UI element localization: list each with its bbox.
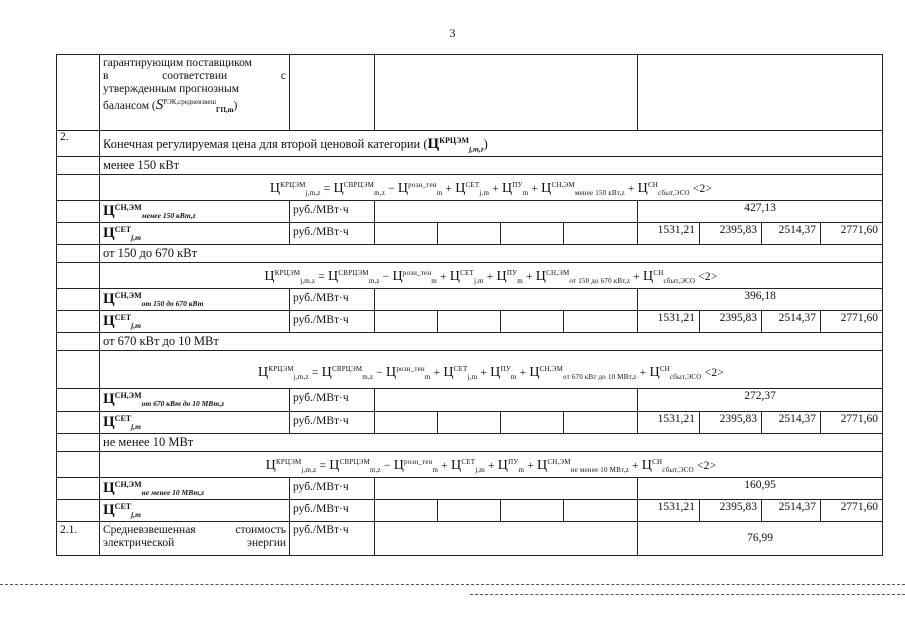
table-row [57, 411, 883, 433]
row-number: 2. [57, 131, 100, 157]
table-row [57, 200, 883, 222]
table-row [57, 222, 883, 244]
table-row [57, 131, 883, 157]
sn-label: $Ц^{СН,ЭМ}_{от 670 кВт до 10 МВт,z}$ [100, 389, 290, 411]
price-formula: $Ц^{КРЦЭМ}_{j,m,z} = Ц^{СВРЦЭМ}_{m,z} - Ц^{розн\_тен}_m + Ц^{СЕТ}_{j,m} + Ц^{ПУ}_m + Ц^{СН,ЭМ}_{менее 150 кВт,z} + Ц^{СН}_{сбыт,ЭСО} <2>$ [100, 174, 883, 200]
table-row [57, 522, 883, 556]
table-row [57, 333, 883, 351]
set-value: 2771,60 [821, 222, 883, 244]
table-row [57, 263, 883, 289]
group-header: не менее 10 МВт [100, 433, 883, 451]
sn-value: 272,37 [638, 389, 883, 411]
price-formula: $Ц^{КРЦЭМ}_{j,m,z} = Ц^{СВРЦЭМ}_{m,z} - Ц^{розн\_тен}_m + Ц^{СЕТ}_{j,m} + Ц^{ПУ}_m + Ц^{СН,ЭМ}_{не менее 10 МВт,z} + Ц^{СН}_{сбыт,ЭСО} <2>$ [100, 451, 883, 477]
set-value: 1531,21 [638, 411, 700, 433]
table-row [57, 289, 883, 311]
unit-label: руб./МВт·ч [290, 411, 375, 433]
unit-label: руб./МВт·ч [290, 289, 375, 311]
set-value: 2395,83 [700, 411, 762, 433]
set-value: 2771,60 [821, 311, 883, 333]
unit-label: руб./МВт·ч [290, 522, 375, 556]
unit-label: руб./МВт·ч [290, 311, 375, 333]
group-header: от 150 до 670 кВт [100, 245, 883, 263]
table-row [57, 156, 883, 174]
table-row [57, 55, 883, 131]
set-value: 2395,83 [700, 311, 762, 333]
set-value: 2514,37 [762, 411, 821, 433]
set-value: 1531,21 [638, 311, 700, 333]
weighted-cost-value: 76,99 [638, 522, 883, 556]
weighted-cost-label: Средневзвешенная стоимость электрической энергии [100, 522, 290, 556]
group-header: от 670 кВт до 10 МВт [100, 333, 883, 351]
set-value: 2514,37 [762, 222, 821, 244]
price-formula: $Ц^{КРЦЭМ}_{j,m,z} = Ц^{СВРЦЭМ}_{m,z} - Ц^{розн\_тен}_m + Ц^{СЕТ}_{j,m} + Ц^{ПУ}_m + Ц^{СН,ЭМ}_{от 670 кВт до 10 МВт,z} + Ц^{СН}_{сбыт,ЭСО} <2>$ [100, 351, 883, 389]
section-title: Конечная регулируемая цена для второй ценовой категории $(Ц^{КРЦЭМ}_{j,m,z})$ [100, 131, 883, 157]
guarantee-supplier-text: гарантирующим поставщиком в соответствии с утвержденным прогнозным балансом $(S^{РЭК,средневзвеш}_{ГП,m})$ [100, 55, 290, 131]
set-label: $Ц^{СЕТ}_{j,m}$ [100, 499, 290, 521]
set-label: $Ц^{СЕТ}_{j,m}$ [100, 411, 290, 433]
page-number: 3 [449, 26, 456, 40]
table-row [57, 477, 883, 499]
set-value: 1531,21 [638, 222, 700, 244]
sn-label: $Ц^{СН,ЭМ}_{менее 150 кВт,z}$ [100, 200, 290, 222]
table-row [57, 433, 883, 451]
set-value: 1531,21 [638, 499, 700, 521]
tariff-table [56, 54, 883, 556]
page-cut-line [470, 594, 905, 595]
table-row [57, 389, 883, 411]
table-row [57, 174, 883, 200]
set-value: 2395,83 [700, 499, 762, 521]
table-row [57, 351, 883, 389]
sn-label: $Ц^{СН,ЭМ}_{не менее 10 МВт,z}$ [100, 477, 290, 499]
set-value: 2395,83 [700, 222, 762, 244]
sn-value: 427,13 [638, 200, 883, 222]
set-value: 2771,60 [821, 411, 883, 433]
set-value: 2771,60 [821, 499, 883, 521]
table-row [57, 451, 883, 477]
sn-value: 160,95 [638, 477, 883, 499]
unit-label: руб./МВт·ч [290, 389, 375, 411]
unit-label: руб./МВт·ч [290, 200, 375, 222]
set-label: $Ц^{СЕТ}_{j,m}$ [100, 222, 290, 244]
table-row [57, 499, 883, 521]
sn-value: 396,18 [638, 289, 883, 311]
sn-label: $Ц^{СН,ЭМ}_{от 150 до 670 кВт}$ [100, 289, 290, 311]
unit-label: руб./МВт·ч [290, 222, 375, 244]
group-header: менее 150 кВт [100, 156, 883, 174]
unit-label: руб./МВт·ч [290, 477, 375, 499]
set-label: $Ц^{СЕТ}_{j,m}$ [100, 311, 290, 333]
row-number: 2.1. [57, 522, 100, 556]
table-row [57, 245, 883, 263]
page-cut-line [0, 584, 905, 585]
set-value: 2514,37 [762, 499, 821, 521]
set-value: 2514,37 [762, 311, 821, 333]
table-row [57, 311, 883, 333]
unit-label: руб./МВт·ч [290, 499, 375, 521]
price-formula: $Ц^{КРЦЭМ}_{j,m,z} = Ц^{СВРЦЭМ}_{m,z} - Ц^{розн\_тен}_m + Ц^{СЕТ}_{j,m} + Ц^{ПУ}_m + Ц^{СН,ЭМ}_{от 150 до 670 кВт,z} + Ц^{СН}_{сбыт,ЭСО} <2>$ [100, 263, 883, 289]
